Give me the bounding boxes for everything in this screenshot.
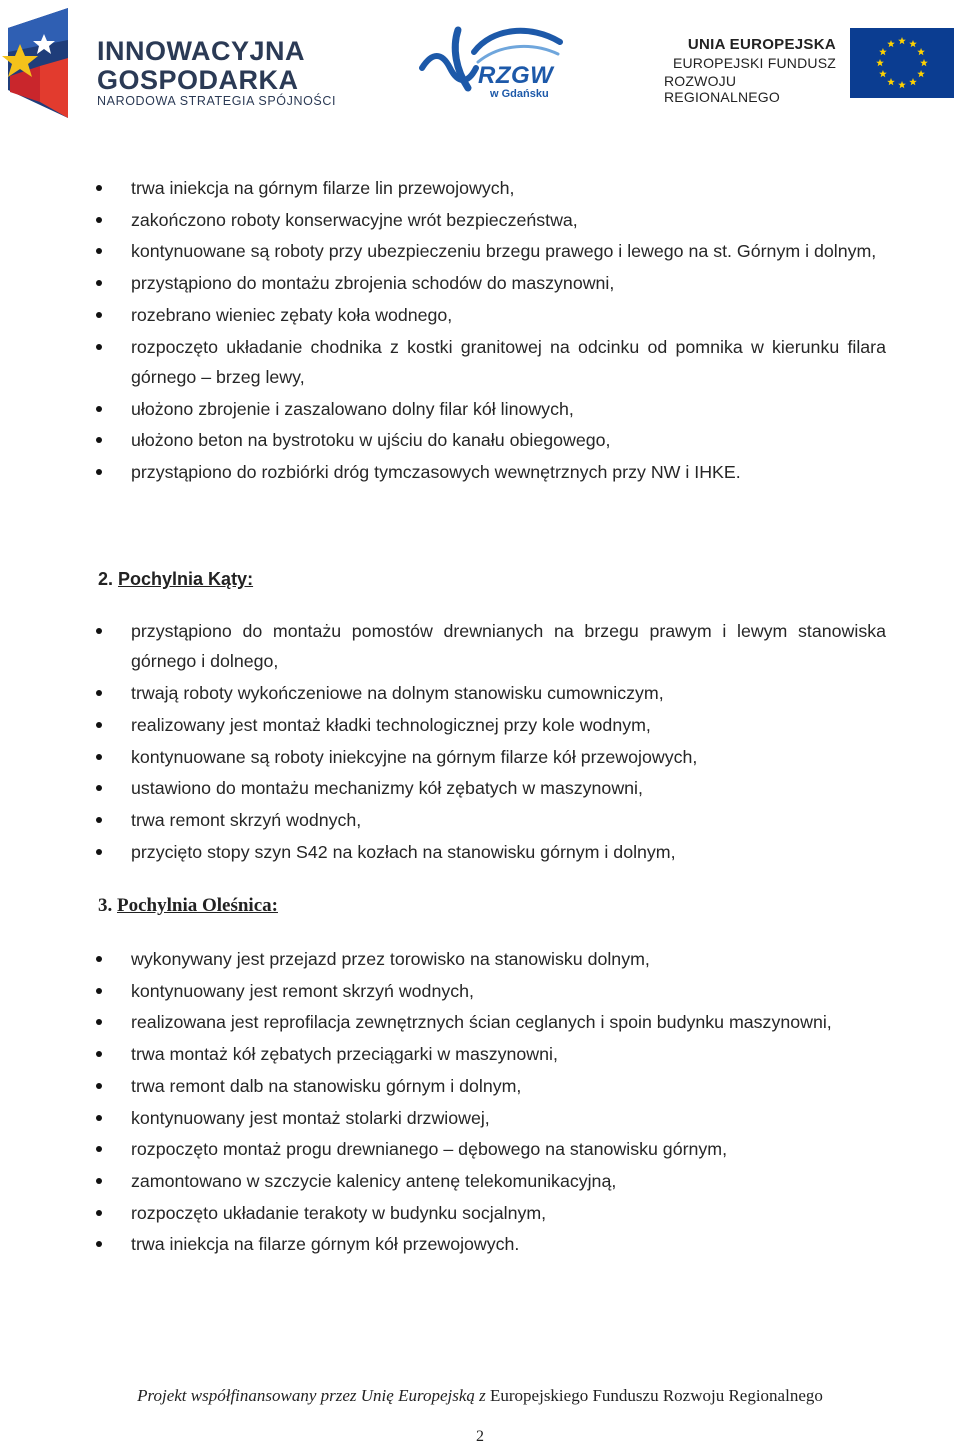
footer-note (0, 1386, 960, 1406)
section3-heading (98, 895, 278, 917)
bullet-icon (96, 1146, 102, 1152)
list-item (96, 976, 886, 1006)
bullet-icon (96, 988, 102, 994)
list-item-text: kontynuowane są roboty przy ubezpieczeniu brzegu prawego i lewego na st. Górnym i dolnym, (131, 241, 877, 262)
footer-plain: Europejskiego Funduszu Rozwoju Regionalnego (490, 1386, 823, 1405)
logo-left-line3: NARODOWA STRATEGIA SPÓJNOŚCI (97, 94, 337, 108)
eu-logo-line2: EUROPEJSKI FUNDUSZ (672, 55, 836, 71)
list-item (96, 710, 886, 740)
eu-logo-line3: ROZWOJU REGIONALNEGO (664, 73, 780, 105)
list-item (96, 268, 886, 298)
list-item-text: kontynuowany jest remont skrzyń wodnych, (131, 980, 474, 1001)
innowacyjna-gospodarka-emblem-icon (0, 6, 92, 118)
footer-italic: Projekt współfinansowany przez Unię Europejską z (137, 1386, 486, 1405)
bullet-icon (96, 312, 102, 318)
bullet-icon (96, 248, 102, 254)
list-item (96, 837, 886, 867)
list-item (96, 678, 886, 708)
bullet-icon (96, 469, 102, 475)
section2-heading (98, 569, 253, 590)
rzgw-logo (418, 24, 568, 104)
logo-left-line1: INNOWACYJNA (97, 36, 306, 66)
bullet-icon (96, 690, 102, 696)
list-item (96, 425, 886, 455)
list-item (96, 1229, 886, 1259)
list-item (96, 944, 886, 974)
list-item-text: przystąpiono do montażu zbrojenia schodów do maszynowni, (131, 273, 615, 294)
bullet-icon (96, 1210, 102, 1216)
list-item-text: rozpoczęto układanie terakoty w budynku socjalnym, (131, 1202, 547, 1223)
eu-flag-icon (850, 28, 954, 98)
list-item-text: rozebrano wieniec zębaty koła wodnego, (131, 304, 453, 325)
list-item-text: kontynuowane są roboty iniekcyjne na górnym filarze kół przewojowych, (131, 746, 698, 767)
list-item-text: trwa iniekcja na górnym filarze lin przewojowych, (131, 178, 515, 198)
list-item (96, 805, 886, 835)
list-item (96, 1166, 886, 1196)
list-item-text: ułożono beton na bystrotoku w ujściu do kanału obiegowego, (131, 430, 611, 451)
bullet-icon (96, 628, 102, 634)
bullet-icon (96, 1115, 102, 1121)
bullet-icon (96, 722, 102, 728)
list-item-text: trwają roboty wykończeniowe na dolnym stanowisku cumowniczym, (131, 683, 664, 704)
list-item (96, 457, 886, 487)
bullet-icon (96, 785, 102, 791)
rzgw-city: w Gdańsku (490, 88, 549, 100)
list-item (96, 742, 886, 772)
bullet-icon (96, 406, 102, 412)
list-item (96, 1198, 886, 1228)
bullet-icon (96, 1178, 102, 1184)
list-item-text: rozpoczęto montaż progu drewnianego – dębowego na stanowisku górnym, (131, 1139, 728, 1160)
list-item (96, 616, 886, 677)
bullet-icon (96, 280, 102, 286)
list-item (96, 1007, 886, 1037)
list-item-text: realizowana jest reprofilacja zewnętrznych ścian ceglanych i spoin budynku maszynowni, (131, 1012, 832, 1033)
rzgw-name: RZGW (478, 62, 554, 89)
list-item-text: przycięto stopy szyn S42 na kozłach na stanowisku górnym i dolnym, (131, 841, 676, 862)
bullet-icon (96, 1051, 102, 1057)
list-item-text: rozpoczęto układanie chodnika z kostki granitowej na odcinku od pomnika w kierunku filara górnego – brzeg lewy, (131, 336, 886, 387)
bullet-icon (96, 817, 102, 823)
list-item-text: kontynuowany jest montaż stolarki drzwiowej, (131, 1107, 490, 1128)
list-item-text: przystąpiono do montażu pomostów drewnianych na brzegu prawym i lewym stanowiska górnego i dolnego, (131, 621, 886, 672)
list-item (96, 1103, 886, 1133)
innowacyjna-gospodarka-logo (0, 6, 340, 116)
section2-title: Pochylnia Kąty: (118, 569, 254, 589)
list-item (96, 1134, 886, 1164)
eu-logo (664, 36, 954, 105)
list-item-text: trwa montaż kół zębatych przeciągarki w maszynowni, (131, 1044, 558, 1065)
bullet-icon (96, 1019, 102, 1025)
list-item (96, 205, 886, 235)
list-item-text: zamontowano w szczycie kalenicy antenę telekomunikacyjną, (131, 1170, 617, 1191)
list-item-text: ułożono zbrojenie i zaszalowano dolny filar kół linowych, (131, 398, 574, 419)
list-item-text: trwa remont skrzyń wodnych, (131, 809, 362, 830)
bullet-icon (96, 217, 102, 223)
section3-number: 3. (98, 895, 113, 916)
bullet-icon (96, 849, 102, 855)
list-item-text: zakończono roboty konserwacyjne wrót bezpieczeństwa, (131, 209, 578, 230)
list-item (96, 173, 886, 203)
logo-left-line2: GOSPODARKA (97, 65, 299, 95)
section3-list (96, 944, 886, 1261)
list-item (96, 394, 886, 424)
list-item (96, 332, 886, 393)
bullet-icon (96, 1083, 102, 1089)
eu-logo-line1: UNIA EUROPEJSKA (687, 36, 836, 53)
list-item-text: przystąpiono do rozbiórki dróg tymczasowych wewnętrznych przy NW i IHKE. (131, 462, 741, 483)
bullet-icon (96, 1241, 102, 1247)
list-item-text: wykonywany jest przejazd przez torowisko na stanowisku dolnym, (131, 949, 650, 969)
page-number: 2 (476, 1428, 484, 1445)
section3-title: Pochylnia Oleśnica: (117, 895, 278, 916)
list-item (96, 1071, 886, 1101)
list-item-text: ustawiono do montażu mechanizmy kół zębatych w maszynowni, (131, 778, 643, 799)
list-item (96, 236, 886, 266)
bullet-icon (96, 437, 102, 443)
bullet-icon (96, 754, 102, 760)
list-item-text: trwa remont dalb na stanowisku górnym i dolnym, (131, 1075, 522, 1096)
bullet-icon (96, 956, 102, 962)
list-item (96, 300, 886, 330)
list-item-text: trwa iniekcja na filarze górnym kół przewojowych. (131, 1234, 520, 1255)
section2-list (96, 616, 886, 868)
bullet-icon (96, 344, 102, 350)
list-item (96, 773, 886, 803)
section1-list (96, 173, 886, 489)
list-item-text: realizowany jest montaż kładki technologicznej przy kole wodnym, (131, 714, 651, 735)
bullet-icon (96, 185, 102, 191)
section2-number: 2. (98, 569, 114, 589)
list-item (96, 1039, 886, 1069)
